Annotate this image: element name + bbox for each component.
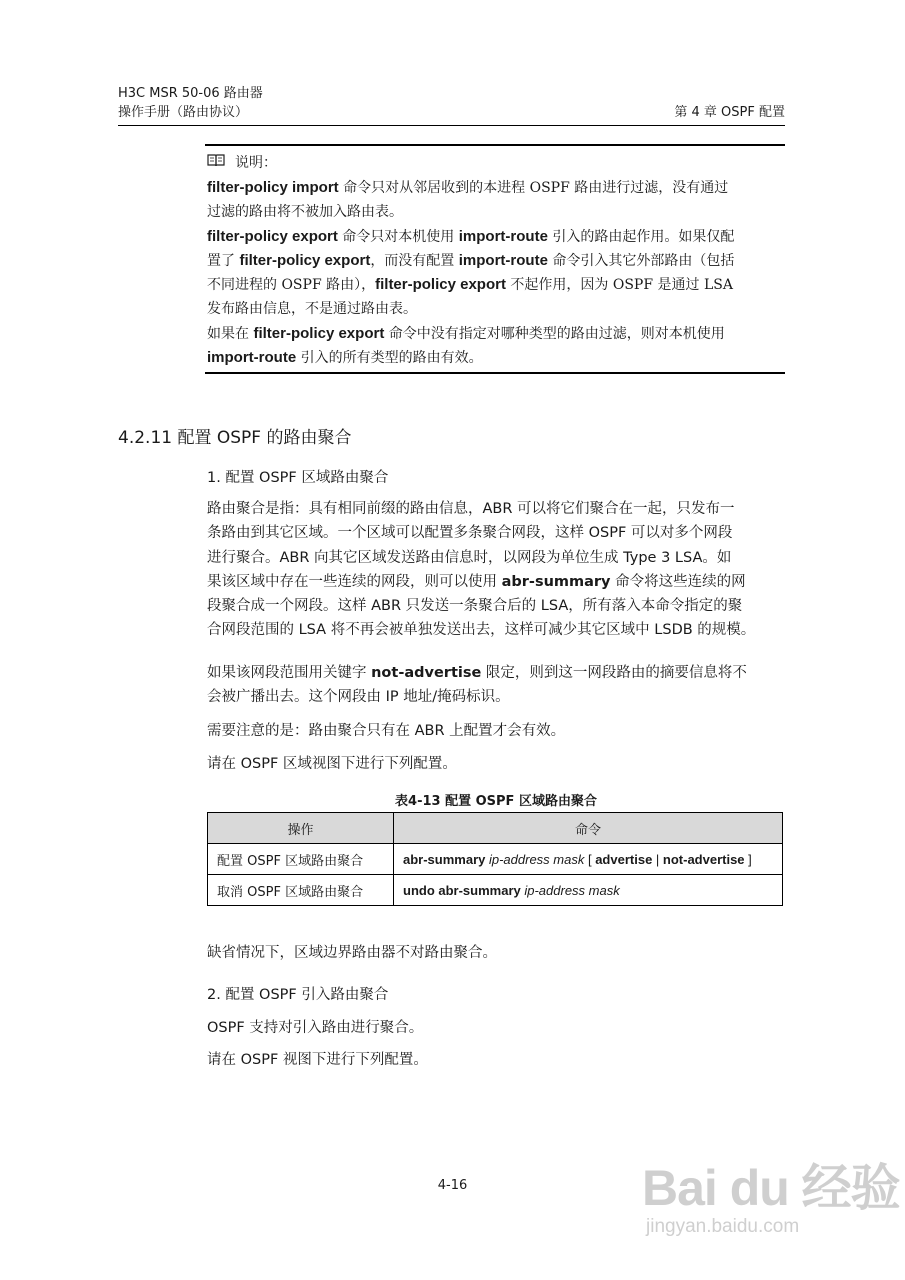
paragraph-5: 缺省情况下，区域边界路由器不对路由聚合。: [207, 945, 497, 961]
table-cell-command: [394, 875, 783, 906]
bold-keyword: filter-policy export: [375, 276, 506, 294]
section-title: 4.2.11 配置 OSPF 的路由聚合: [118, 428, 352, 448]
paragraph-6: OSPF 支持对引入路由进行聚合。: [207, 1020, 424, 1036]
note-bottom-rule: [205, 372, 785, 374]
text-run: 不起作用，因为 OSPF 是通过 LSA: [505, 277, 733, 294]
text-run: 过滤的路由将不被加入路由表。: [207, 204, 403, 221]
note-top-rule: [205, 144, 785, 146]
table-caption: 表4-13 配置 OSPF 区域路由聚合: [395, 794, 597, 809]
book-icon: [207, 153, 225, 171]
italic-argument: ip-address mask: [524, 882, 620, 898]
text-line: [207, 593, 787, 617]
table-header-command: 命令: [394, 813, 783, 844]
text-line: [207, 684, 787, 708]
watermark-logo: Bai du 经验: [642, 1160, 900, 1216]
bold-keyword: filter-policy export: [239, 251, 371, 269]
text-run: |: [652, 851, 663, 867]
text-run: 如果在: [207, 325, 254, 342]
bold-keyword: not-advertise: [662, 851, 745, 867]
text-line: [207, 200, 787, 224]
table-row: [208, 844, 783, 875]
text-line: [207, 322, 787, 346]
text-line: [207, 225, 787, 249]
note-body: [207, 176, 787, 370]
text-run: ，而没有配置: [370, 252, 459, 269]
paragraph-7: 请在 OSPF 视图下进行下列配置。: [207, 1052, 428, 1068]
text-run: ]: [744, 851, 752, 867]
subsection-2-title: 2. 配置 OSPF 引入路由聚合: [207, 987, 389, 1003]
text-run: 会被广播出去。这个网段由 IP 地址/掩码标识。: [207, 689, 510, 706]
text-line: [207, 660, 787, 684]
text-line: [207, 545, 787, 569]
text-run: 限定，则到这一网段路由的摘要信息将不: [481, 665, 747, 681]
header-rule: [118, 125, 785, 126]
text-line: [207, 346, 787, 370]
text-run: 命令引入其它外部路由（包括: [547, 252, 735, 269]
text-run: 不同进程的 OSPF 路由），: [207, 277, 376, 294]
text-line: [207, 569, 787, 593]
text-run: [: [584, 851, 596, 867]
paragraph-2: [207, 660, 787, 709]
text-run: 引入的路由起作用。如果仅配: [547, 228, 735, 245]
table-cell-operation: 配置 OSPF 区域路由聚合: [208, 844, 394, 875]
bold-keyword: undo abr-summary: [403, 882, 525, 898]
text-line: [207, 249, 787, 273]
text-run: 如果该网段范围用关键字: [207, 665, 372, 681]
bold-keyword: abr-summary: [403, 851, 489, 867]
watermark-url: jingyan.baidu.com: [646, 1216, 800, 1237]
page-number: 4-16: [437, 1178, 468, 1193]
table-header-row: [208, 813, 783, 844]
table-row: [208, 875, 783, 906]
text-line: [207, 520, 787, 544]
paragraph-3: 需要注意的是：路由聚合只有在 ABR 上配置才会有效。: [207, 723, 566, 739]
bold-keyword: not-advertise: [371, 665, 482, 681]
bold-keyword: advertise: [595, 851, 653, 867]
text-run: 路由聚合是指：具有相同前缀的路由信息，ABR 可以将它们聚合在一起，只发布一: [207, 501, 735, 517]
text-run: 命令中没有指定对哪种类型的路由过滤，则对本机使用: [384, 325, 725, 342]
table-header-operation: 操作: [208, 813, 394, 844]
paragraph-1: [207, 496, 787, 642]
bold-keyword: import-route: [458, 227, 548, 245]
text-run: 段聚合成一个网段。这样 ABR 只发送一条聚合后的 LSA，所有落入本命令指定的聚: [207, 598, 743, 615]
text-run: 命令将这些连续的网: [610, 573, 746, 590]
table-cell-operation: 取消 OSPF 区域路由聚合: [208, 875, 394, 906]
text-run: 发布路由信息，不是通过路由表。: [207, 301, 417, 318]
header-product: H3C MSR 50-06 路由器: [118, 86, 263, 101]
text-run: 命令只对从邻居收到的本进程 OSPF 路由进行过滤，没有通过: [338, 180, 729, 196]
text-line: [207, 617, 787, 641]
subsection-1-title: 1. 配置 OSPF 区域路由聚合: [207, 470, 389, 486]
command-table: [207, 812, 783, 906]
text-line: [207, 273, 787, 297]
header-manual: 操作手册（路由协议）: [118, 105, 249, 120]
text-line: [207, 297, 787, 321]
text-run: 果该区域中存在一些连续的网段，则可以使用: [207, 573, 502, 590]
text-run: 引入的所有类型的路由有效。: [296, 350, 483, 367]
text-run: 进行聚合。ABR 向其它区域发送路由信息时，以网段为单位生成 Type 3 LSA。如: [207, 549, 732, 566]
text-run: 置了: [207, 252, 240, 269]
table-cell-command: [394, 844, 783, 875]
paragraph-4: 请在 OSPF 区域视图下进行下列配置。: [207, 756, 457, 772]
bold-keyword: filter-policy export: [253, 324, 385, 342]
note-title: 说明：: [235, 155, 277, 171]
note-heading: [207, 152, 277, 172]
bold-keyword: abr-summary: [501, 573, 611, 590]
text-run: 命令只对本机使用: [337, 228, 459, 245]
header-chapter: 第 4 章 OSPF 配置: [674, 105, 785, 120]
bold-keyword: filter-policy export: [207, 227, 338, 245]
text-run: 合网段范围的 LSA 将不再会被单独发送出去，这样可减少其它区域中 LSDB 的规模。: [207, 622, 756, 639]
text-run: 条路由到其它区域。一个区域可以配置多条聚合网段，这样 OSPF 可以对多个网段: [207, 525, 733, 542]
baidu-jingyan-watermark: [642, 1148, 900, 1238]
text-line: [207, 496, 787, 520]
text-line: [207, 176, 787, 200]
bold-keyword: filter-policy import: [207, 179, 339, 196]
bold-keyword: import-route: [458, 251, 548, 269]
italic-argument: ip-address mask: [488, 851, 585, 867]
bold-keyword: import-route: [207, 349, 297, 367]
